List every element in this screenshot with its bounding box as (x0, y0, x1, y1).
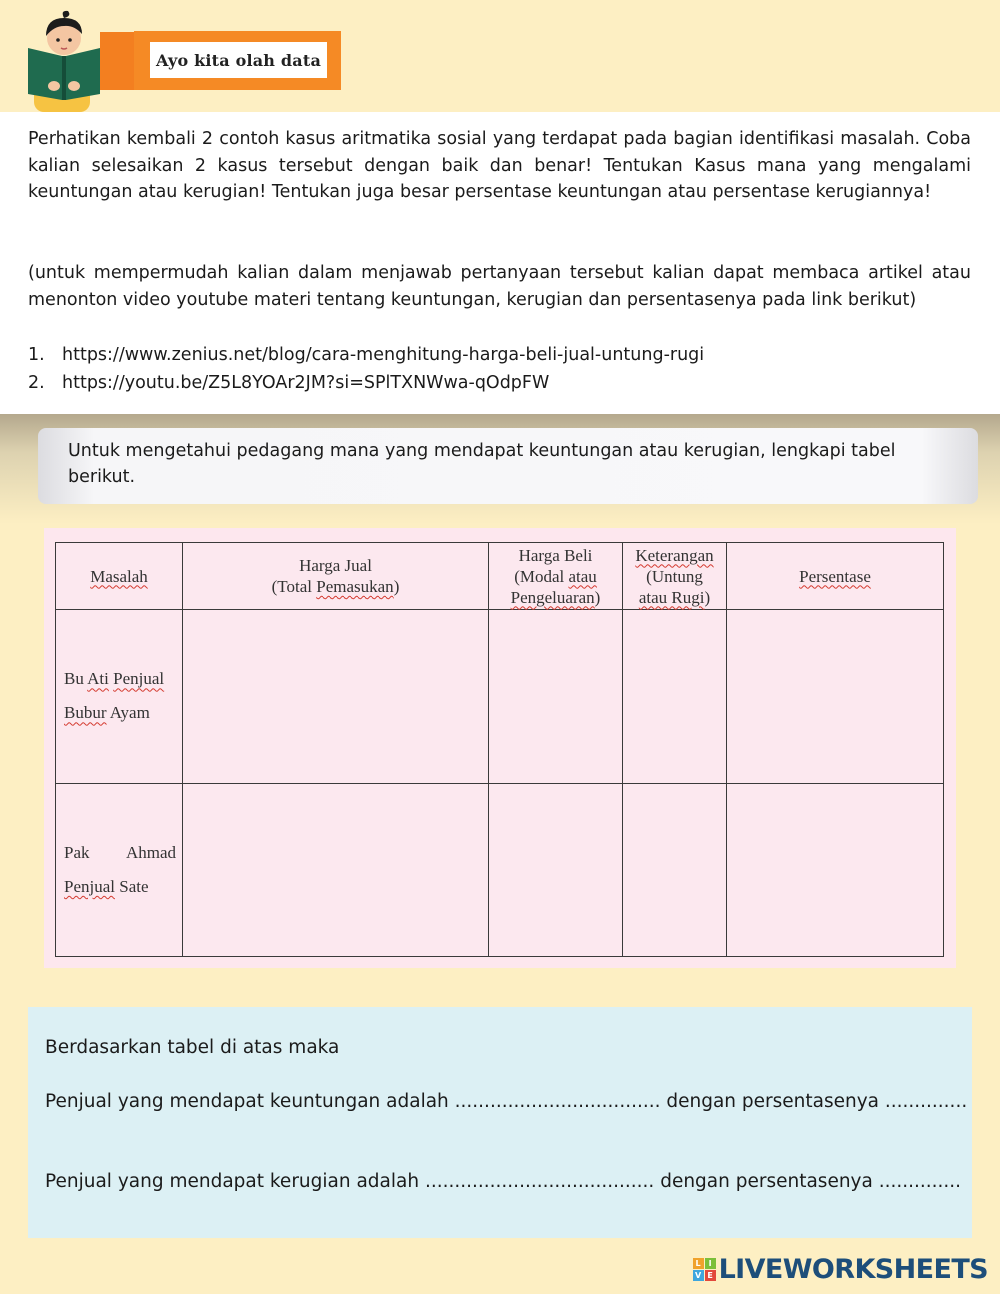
youtube-link[interactable]: https://youtu.be/Z5L8YOAr2JM?si=SPlTXNWwa-qOdpFW (62, 372, 550, 393)
header-masalah: Masalah (56, 543, 183, 610)
header-keterangan: Keterangan (Untung atau Rugi) (623, 543, 727, 610)
input-persentase-pak-ahmad[interactable] (727, 783, 944, 957)
input-harga-beli-bu-ati[interactable] (489, 610, 623, 784)
header (0, 0, 1000, 112)
header-persentase: Persentase (727, 543, 944, 610)
logo-letter: E (705, 1270, 716, 1281)
link-list (28, 342, 704, 397)
table-row (56, 610, 944, 784)
instruction-box (38, 428, 978, 504)
input-harga-beli-pak-ahmad[interactable] (489, 783, 623, 957)
link-item[interactable] (28, 342, 704, 370)
zenius-link[interactable]: https://www.zenius.net/blog/cara-menghitung-harga-beli-jual-untung-rugi (62, 345, 705, 365)
logo-mark-icon (693, 1258, 716, 1281)
list-number: 2. (28, 372, 45, 393)
profit-answer-line[interactable]: Penjual yang mendapat keuntungan adalah ................................... dengan persentasenya .............. (45, 1091, 968, 1112)
input-harga-jual-pak-ahmad[interactable] (183, 783, 489, 957)
header-harga-jual: Harga Jual (Total Pemasukan) (183, 543, 489, 610)
header-harga-beli: Harga Beli (Modal atau Pengeluaran) (489, 543, 623, 610)
row-label-pak-ahmad: Pak Ahmad Penjual Sate (56, 783, 183, 957)
table-row (56, 783, 944, 957)
table-header-row (56, 543, 944, 610)
logo-wordmark: LIVEWORKSHEETS (718, 1254, 988, 1285)
row-label-bu-ati: Bu Ati Penjual Bubur Ayam (56, 610, 183, 784)
input-keterangan-bu-ati[interactable] (623, 610, 727, 784)
conclusion-intro: Berdasarkan tabel di atas maka (45, 1037, 340, 1058)
conclusion-box (28, 1007, 972, 1238)
input-persentase-bu-ati[interactable] (727, 610, 944, 784)
input-harga-jual-bu-ati[interactable] (183, 610, 489, 784)
section-title: Ayo kita olah data (150, 42, 327, 78)
profit-loss-table (55, 542, 944, 957)
link-item[interactable] (28, 370, 704, 398)
reading-student-icon (24, 8, 104, 112)
instruction-text: Untuk mengetahui pedagang mana yang mendapat keuntungan atau kerugian, lengkapi tabel berikut. (68, 441, 896, 487)
loss-answer-line[interactable]: Penjual yang mendapat kerugian adalah ....................................... dengan persentasenya .............. (45, 1171, 962, 1192)
intro-paragraph: Perhatikan kembali 2 contoh kasus aritmatika sosial yang terdapat pada bagian identifikasi masalah. Coba kalian selesaikan 2 kasus tersebut dengan baik dan benar! Tentukan Kasus mana yang mengalami keuntungan atau kerugian! Tentukan juga besar persentase keuntungan atau persentase kerugiannya! (28, 129, 971, 202)
intro-section (0, 112, 1000, 414)
logo-letter: I (705, 1258, 716, 1269)
logo-letter: L (693, 1258, 704, 1269)
input-keterangan-pak-ahmad[interactable] (623, 783, 727, 957)
liveworksheets-logo (693, 1254, 988, 1285)
resource-paragraph: (untuk mempermudah kalian dalam menjawab pertanyaan tersebut kalian dapat membaca artikel atau menonton video youtube materi tentang keuntungan, kerugian dan persentasenya pada link berikut) (28, 263, 971, 310)
logo-letter: V (693, 1270, 704, 1281)
list-number: 1. (28, 345, 45, 365)
